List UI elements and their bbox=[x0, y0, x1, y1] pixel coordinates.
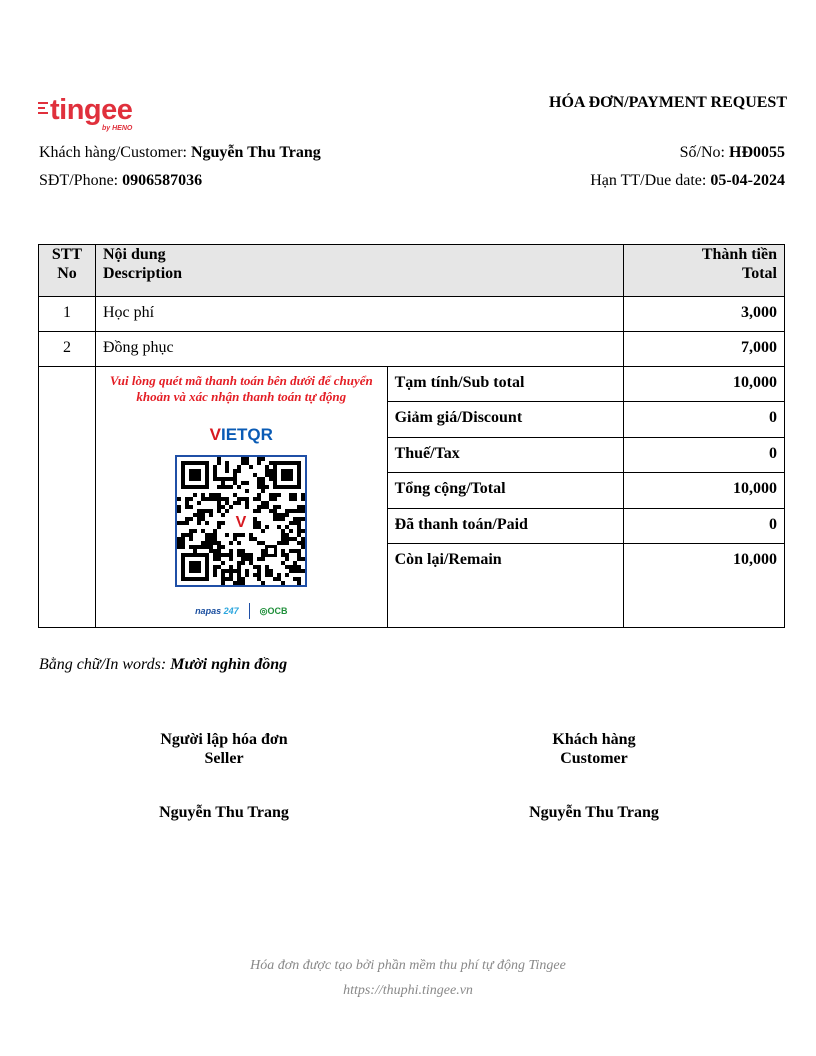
invoice-number-line bbox=[680, 144, 785, 162]
seller-name: Nguyễn Thu Trang bbox=[159, 804, 289, 821]
due-date-label: Hạn TT/Due date: bbox=[590, 172, 707, 189]
ocb-logo: ◎OCB bbox=[259, 606, 288, 616]
table-row bbox=[39, 297, 785, 332]
footer-note: Hóa đơn được tạo bởi phần mềm thu phí tự động Tingee bbox=[250, 958, 566, 973]
due-date-line bbox=[590, 172, 785, 190]
seller-title-vi: Người lập hóa đơn bbox=[160, 731, 288, 748]
summary-value: 10,000 bbox=[624, 367, 785, 402]
in-words-value: Mười nghìn đồng bbox=[170, 656, 288, 673]
seller-signature-title bbox=[124, 730, 324, 768]
bank-logos bbox=[100, 595, 383, 627]
summary-value: 0 bbox=[624, 508, 785, 543]
due-date: 05-04-2024 bbox=[710, 172, 785, 189]
invoice-number-label: Số/No: bbox=[679, 144, 725, 161]
table-header bbox=[39, 245, 785, 297]
summary-label: Đã thanh toán/Paid bbox=[387, 508, 624, 543]
row-amount: 3,000 bbox=[624, 297, 785, 332]
qr-code-image bbox=[177, 457, 305, 585]
logo-byline: by HENO bbox=[102, 125, 133, 132]
phone-line bbox=[39, 172, 202, 190]
document-title: HÓA ĐƠN/PAYMENT REQUEST bbox=[549, 94, 787, 111]
summary-label: Tổng cộng/Total bbox=[387, 473, 624, 508]
phone-label: SĐT/Phone: bbox=[39, 172, 119, 189]
seller-title-en: Seller bbox=[204, 750, 244, 767]
customer-sign-name: Nguyễn Thu Trang bbox=[529, 804, 659, 821]
customer-signature-title bbox=[494, 730, 694, 768]
tingee-logo bbox=[38, 94, 138, 138]
summary-label: Thuế/Tax bbox=[387, 437, 624, 472]
header-description: Nội dung Description bbox=[95, 245, 623, 297]
amount-in-words bbox=[39, 656, 287, 674]
header-stt: STT No bbox=[39, 245, 96, 297]
customer-name: Nguyễn Thu Trang bbox=[190, 144, 321, 161]
vietqr-logo: VIETQR bbox=[209, 425, 273, 444]
row-description: Đồng phục bbox=[95, 332, 623, 367]
qr-center-logo: V bbox=[235, 514, 247, 531]
summary-value: 10,000 bbox=[624, 473, 785, 508]
customer-title-en: Customer bbox=[560, 750, 628, 767]
empty-stt-cell bbox=[39, 367, 96, 628]
customer-label: Khách hàng/Customer: bbox=[39, 144, 187, 161]
row-stt: 2 bbox=[39, 332, 96, 367]
header-total: Thành tiền Total bbox=[624, 245, 785, 297]
summary-value: 0 bbox=[624, 402, 785, 437]
summary-row-subtotal bbox=[39, 367, 785, 402]
customer-title-vi: Khách hàng bbox=[552, 731, 636, 748]
summary-value: 0 bbox=[624, 437, 785, 472]
in-words-label: Bằng chữ/In words: bbox=[39, 656, 167, 673]
footer-link[interactable]: https://thuphi.tingee.vn bbox=[343, 983, 473, 998]
table-row bbox=[39, 332, 785, 367]
logo-speed-lines bbox=[38, 102, 50, 117]
qr-code[interactable] bbox=[175, 455, 307, 587]
logo-wordmark: tingee bbox=[50, 94, 133, 126]
row-description: Học phí bbox=[95, 297, 623, 332]
invoice-number: HĐ0055 bbox=[729, 144, 785, 161]
row-amount: 7,000 bbox=[624, 332, 785, 367]
payment-qr-cell bbox=[95, 367, 387, 628]
qr-instruction: Vui lòng quét mã thanh toán bên dưới để chuyển khoản và xác nhận thanh toán tự động bbox=[109, 373, 373, 404]
logo-separator bbox=[249, 603, 250, 619]
summary-label: Còn lại/Remain bbox=[387, 544, 624, 628]
summary-value: 10,000 bbox=[624, 544, 785, 628]
customer-line bbox=[39, 144, 321, 162]
phone-value: 0906587036 bbox=[122, 172, 203, 189]
summary-label: Giảm giá/Discount bbox=[387, 402, 624, 437]
napas-logo: napas 247 bbox=[195, 606, 239, 616]
summary-label: Tạm tính/Sub total bbox=[387, 367, 624, 402]
invoice-table bbox=[38, 244, 785, 628]
row-stt: 1 bbox=[39, 297, 96, 332]
